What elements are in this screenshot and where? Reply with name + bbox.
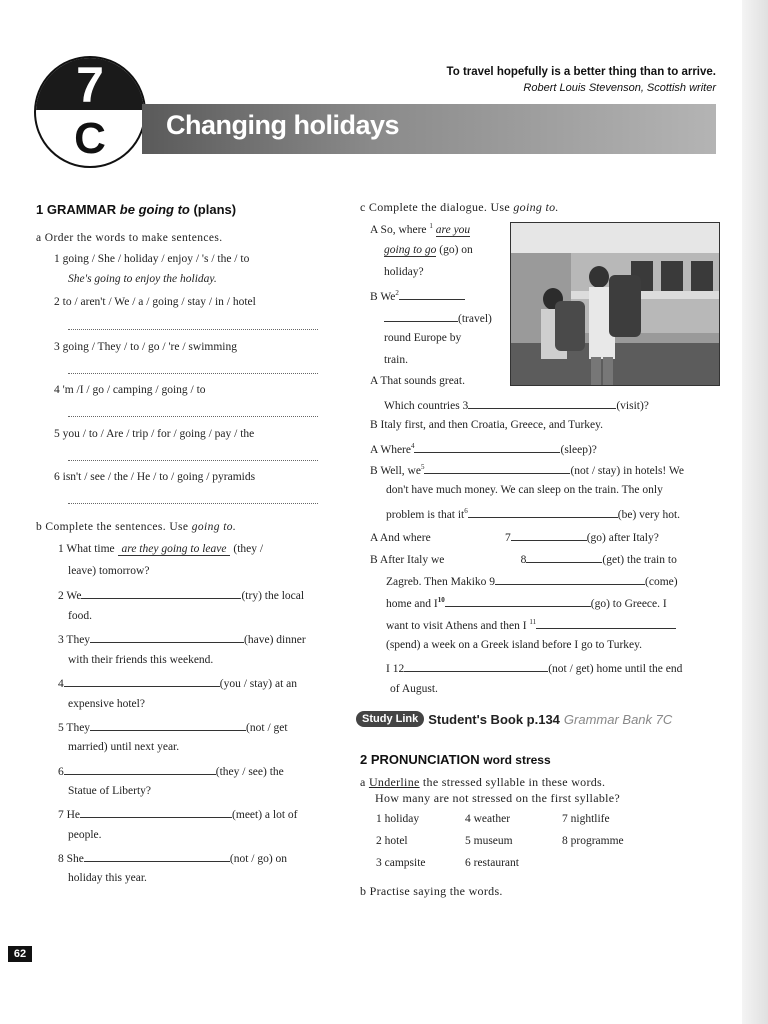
dialogue-line-20: (spend) a week on a Greek island before I go to Turkey. (386, 639, 643, 651)
dialogue-text: (visit)? (616, 400, 649, 412)
item-text: (they / (233, 543, 264, 555)
example-answer: going to go (384, 244, 437, 256)
dialogue-text: (not / get) home until the end (548, 663, 683, 675)
item-text: (they / see) the (215, 766, 284, 778)
grammar-heading-suffix: (plans) (193, 202, 237, 217)
answer-line[interactable] (68, 372, 318, 374)
blank-number: 6 (464, 507, 468, 516)
exercise-b-instruction (36, 521, 236, 533)
item-text: (try) the local (241, 590, 305, 602)
word-nightlife: 7 nightlife (562, 813, 610, 825)
pronunciation-a-instruction (360, 775, 605, 790)
dialogue-line-9 (384, 397, 649, 412)
answer-blank[interactable] (424, 462, 570, 474)
dialogue-text: A And where (370, 532, 431, 544)
dialogue-line-12 (370, 462, 684, 477)
answer-blank[interactable] (80, 806, 232, 818)
answer-blank[interactable] (384, 310, 458, 322)
instruction-label: a (360, 775, 369, 789)
dialogue-text: (go) to Greece. I (590, 598, 667, 610)
exercise-a-instruction: a Order the words to make sentences. (36, 232, 223, 244)
exercise-b-item-7-cont: people. (68, 829, 102, 841)
answer-blank[interactable] (495, 573, 645, 585)
dialogue-text: Which countries 3 (384, 400, 469, 412)
answer-blank[interactable] (414, 441, 560, 453)
item-text: 2 We (58, 590, 82, 602)
dialogue-line-14 (386, 506, 680, 521)
exercise-b-item-2 (58, 587, 304, 602)
answer-blank[interactable] (64, 675, 220, 687)
blank-number: 8 (520, 554, 527, 566)
exercise-c-instruction (360, 200, 559, 215)
blank-number: 1 (429, 222, 433, 230)
blank-number: 10 (437, 596, 445, 605)
dialogue-text: (go) after Italy? (586, 532, 659, 544)
exercise-c-instruction-text: c Complete the dialogue. Use (360, 200, 511, 214)
item-text: 6 (58, 766, 64, 778)
answer-line[interactable] (68, 415, 318, 417)
answer-blank[interactable] (84, 850, 230, 862)
dialogue-line-3: holiday? (384, 266, 424, 278)
item-text: (not / go) on (229, 853, 288, 865)
dialogue-line-18 (386, 595, 667, 610)
dialogue-text: (travel) (458, 313, 492, 325)
answer-blank[interactable] (64, 763, 216, 775)
item-text: 4 (58, 678, 64, 690)
dialogue-line-19 (386, 617, 676, 632)
exercise-a-item-6: 6 isn't / see / the / He / to / going / pyramids (54, 471, 256, 483)
unit-letter: C (74, 114, 106, 163)
answer-blank[interactable] (526, 551, 602, 563)
answer-blank[interactable] (511, 529, 587, 541)
dialogue-text: B Well, we (370, 465, 421, 477)
exercise-b-item-3 (58, 631, 306, 646)
dialogue-text: I 12 (386, 663, 405, 675)
pronunciation-heading-focus: word stress (483, 753, 551, 767)
pronunciation-b-instruction: b Practise saying the words. (360, 884, 503, 898)
study-link-grammar-bank: Grammar Bank 7C (563, 711, 673, 727)
dialogue-text: (not / stay) in hotels! We (570, 465, 684, 477)
exercise-b-item-8-cont: holiday this year. (68, 872, 147, 884)
page-edge-shadow (742, 0, 768, 1024)
word-campsite: 3 campsite (376, 857, 426, 869)
item-text: (meet) a lot of (232, 809, 298, 821)
dialogue-line-7: train. (384, 354, 408, 366)
answer-line[interactable] (68, 459, 318, 461)
exercise-b-item-1-cont: leave) tomorrow? (68, 565, 150, 577)
word-museum: 5 museum (465, 835, 513, 847)
exercise-c-instruction-focus: going to. (513, 200, 559, 214)
dialogue-text: B We (370, 291, 396, 303)
blank-number: 11 (529, 618, 537, 627)
item-text: 7 He (58, 809, 81, 821)
exercise-b-item-7 (58, 806, 298, 821)
exercise-b-item-3-cont: with their friends this weekend. (68, 654, 214, 666)
dialogue-text: Zagreb. Then Makiko 9 (386, 576, 496, 588)
grammar-heading-prefix: 1 GRAMMAR (36, 202, 117, 217)
answer-blank[interactable] (468, 397, 616, 409)
answer-blank[interactable] (404, 660, 548, 672)
exercise-b-item-5-cont: married) until next year. (68, 741, 180, 753)
exercise-a-example: She's going to enjoy the holiday. (68, 273, 217, 285)
exercise-a-item-1: 1 going / She / holiday / enjoy / 's / the / to (54, 253, 250, 265)
item-text: 3 They (58, 634, 91, 646)
exercise-b-instruction-text: b Complete the sentences. Use (36, 521, 189, 533)
dialogue-line-21 (386, 660, 682, 675)
pronunciation-a-line2: How many are not stressed on the first syllable? (375, 791, 621, 805)
exercise-b-instruction-focus: going to. (191, 521, 237, 533)
exercise-b-item-4-cont: expensive hotel? (68, 698, 145, 710)
dialogue-text: (be) very hot. (617, 509, 681, 521)
exercise-b-item-2-cont: food. (68, 610, 92, 622)
item-text: 1 What time (58, 543, 115, 555)
exercise-b-item-4 (58, 675, 297, 690)
dialogue-line-1 (370, 222, 470, 236)
page-number: 62 (8, 946, 32, 962)
dialogue-line-5 (384, 310, 492, 325)
exercise-b-item-5 (58, 719, 288, 734)
dialogue-line-16 (370, 551, 677, 566)
example-answer: are they going to leave (118, 543, 231, 556)
exercise-a-item-4: 4 'm /I / go / camping / going / to (54, 384, 206, 396)
pronunciation-heading (360, 752, 551, 767)
blank-number: 7 (504, 532, 511, 544)
word-hotel: 2 hotel (376, 835, 408, 847)
dialogue-text: home and I (386, 598, 438, 610)
photo-illustration (511, 223, 719, 385)
example-answer: are you (435, 223, 471, 236)
answer-blank[interactable] (90, 719, 246, 731)
dialogue-line-15 (370, 529, 659, 544)
dialogue-line-8: A That sounds great. (370, 375, 465, 387)
item-text: (have) dinner (244, 634, 306, 646)
blank-number: 4 (410, 442, 415, 451)
dialogue-text: A Where (370, 444, 411, 456)
dialogue-text: want to visit Athens and then I (386, 620, 527, 632)
grammar-heading (36, 202, 236, 217)
word-weather: 4 weather (465, 813, 511, 825)
item-text: 8 She (58, 853, 84, 865)
answer-blank[interactable] (445, 595, 591, 607)
dialogue-line-4 (370, 288, 465, 303)
answer-blank[interactable] (90, 631, 244, 643)
word-holiday: 1 holiday (376, 813, 420, 825)
page-title: Changing holidays (166, 110, 400, 140)
dialogue-line-22: of August. (390, 683, 438, 695)
exercise-b-item-6 (58, 763, 284, 778)
exercise-a-item-2: 2 to / aren't / We / a / going / stay / in / hotel (54, 296, 256, 308)
grammar-heading-focus: be going to (119, 202, 190, 217)
travellers-train-photo (510, 222, 720, 386)
answer-line[interactable] (68, 502, 318, 504)
exercise-b-item-6-cont: Statue of Liberty? (68, 785, 152, 797)
quote-text: To travel hopefully is a better thing than to arrive. (446, 66, 716, 78)
instruction-text: the stressed syllable in these words. (419, 775, 606, 789)
answer-blank[interactable] (399, 288, 465, 300)
exercise-b-item-1 (58, 543, 263, 555)
study-link-badge: Study Link (356, 711, 424, 727)
dialogue-text: (come) (645, 576, 678, 588)
dialogue-text: B After Italy we (370, 554, 445, 566)
instruction-underlined: Underline (368, 775, 420, 789)
dialogue-line-6: round Europe by (384, 332, 462, 344)
dialogue-line-17 (386, 573, 678, 588)
blank-number: 2 (395, 289, 399, 298)
answer-blank[interactable] (81, 587, 241, 599)
exercise-b-item-8 (58, 850, 287, 865)
dialogue-text: problem is that it (386, 509, 465, 521)
blank-number: 5 (420, 463, 425, 472)
dialogue-text: (go) on (439, 244, 473, 256)
unit-badge (34, 56, 146, 168)
dialogue-text: A So, where (370, 223, 427, 236)
unit-number: 7 (76, 57, 104, 113)
dialogue-line-2 (384, 244, 473, 256)
word-restaurant: 6 restaurant (465, 857, 519, 869)
item-text: 5 They (58, 722, 91, 734)
answer-blank[interactable] (468, 506, 618, 518)
item-text: (not / get (246, 722, 288, 734)
dialogue-line-13: don't have much money. We can sleep on the train. The only (386, 484, 663, 496)
dialogue-text: (get) the train to (602, 554, 677, 566)
dialogue-line-11 (370, 441, 597, 456)
answer-line[interactable] (68, 328, 318, 330)
word-programme: 8 programme (562, 835, 624, 847)
study-link-text: Student's Book p.134 (428, 711, 560, 727)
exercise-a-item-5: 5 you / to / Are / trip / for / going / pay / the (54, 428, 255, 440)
answer-blank[interactable] (536, 617, 676, 629)
exercise-a-item-3: 3 going / They / to / go / 're / swimming (54, 341, 237, 353)
dialogue-text: (sleep)? (560, 444, 597, 456)
quote-author: Robert Louis Stevenson, Scottish writer (523, 82, 716, 94)
item-text: (you / stay) at an (219, 678, 298, 690)
dialogue-line-10: B Italy first, and then Croatia, Greece, and Turkey. (370, 419, 604, 431)
pronunciation-heading-prefix: 2 PRONUNCIATION (360, 752, 480, 767)
study-link[interactable] (356, 710, 672, 728)
